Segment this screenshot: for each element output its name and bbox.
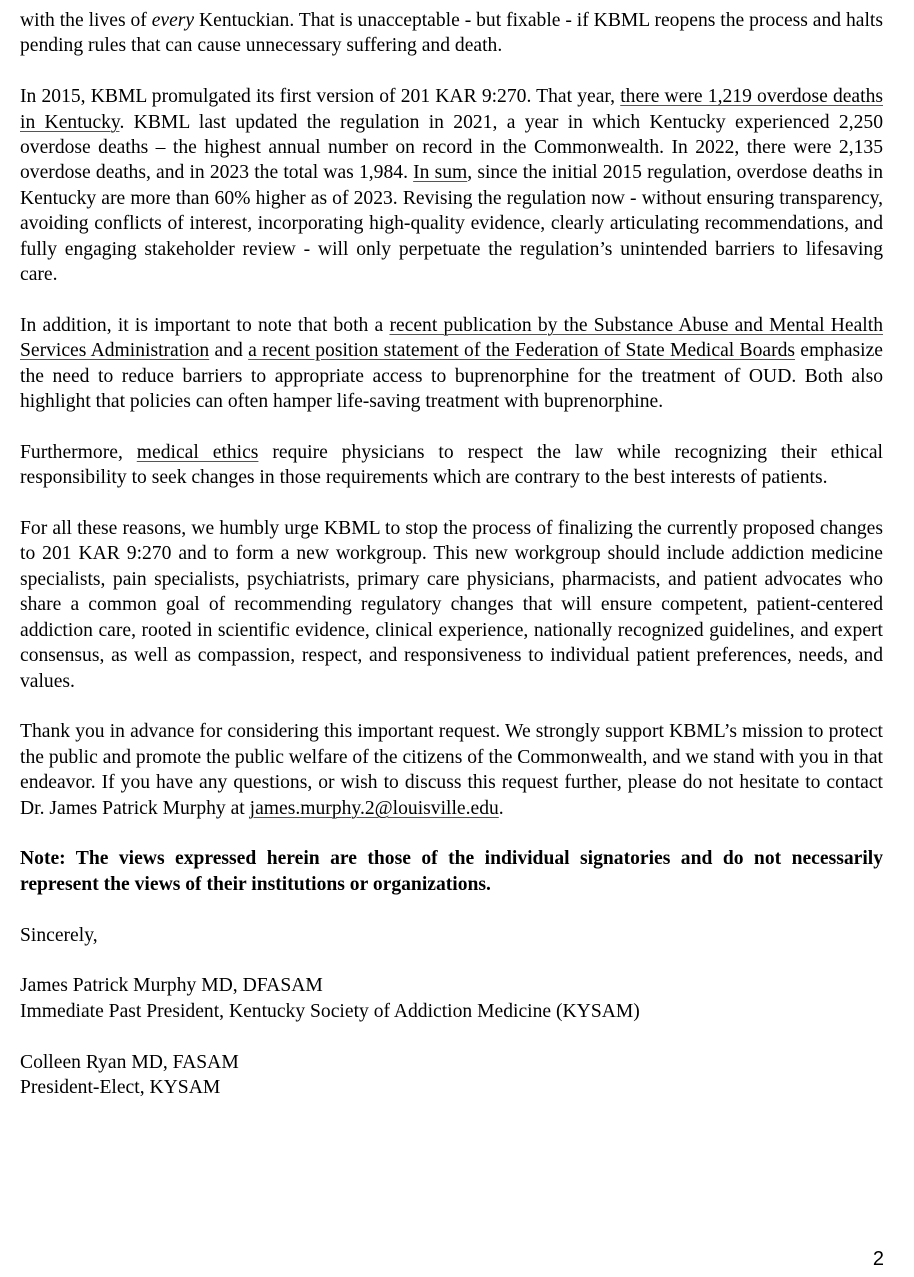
paragraph-text: .	[498, 797, 504, 819]
paragraph-text: , since the initial 2015 regulation, overdose deaths in Kentucky are more than 60% higher as of 2023. Revising the regulation now - without ensuring transparency, avoiding conflicts of interest, incorporating high-quality evidence, clearly articulating recommendations, and fully engaging stakeholder review - will only perpetuate the regulation’s unintended barriers to lifesaving care.	[20, 162, 883, 286]
paragraph-text: For all these reasons, we humbly urge KBML to stop the process of finalizing the currently proposed changes to 201 KAR 9:270 and to form a new workgroup. This new workgroup should include addiction medicine specialists, pain specialists, psychiatrists, primary care physicians, pharmacists, and patient advocates who share a common goal of recommending regulatory changes that will ensure competent, patient-centered addiction care, rooted in scientific evidence, clinical experience, nationally recognized guidelines, and expert consensus, as well as compassion, respect, and responsiveness to individual patient preferences, needs, and values.	[20, 518, 883, 692]
paragraph-text: In addition, it is important to note that both a	[20, 314, 390, 336]
paragraph-text: In 2015, KBML promulgated its first version of 201 KAR 9:270. That year,	[20, 86, 621, 108]
paragraph-text: Kentuckian. That is unacceptable - but fixable - if KBML reopens the process and halts pending rules that can cause unnecessary suffering and death.	[20, 10, 883, 57]
paragraph-overdose-history	[20, 84, 883, 287]
paragraph-consequences	[20, 8, 883, 59]
link-fsmb-position-statement[interactable]: a recent position statement of the Federation of State Medical Boards	[248, 340, 796, 362]
paragraph-medical-ethics	[20, 440, 883, 491]
paragraph-text: Thank you in advance for considering this important request. We strongly support KBML’s mission to protect the public and promote the public welfare of the citizens of the Commonwealth, and we stand with you in that endeavor. If you have any questions, or wish to discuss this request further, please do not hesitate to contact Dr. James Patrick Murphy at	[20, 721, 883, 819]
letter-page	[20, 8, 883, 1126]
paragraph-samhsa-fsmb	[20, 313, 883, 415]
disclaimer-note	[20, 846, 883, 897]
signatory-title: President-Elect, KYSAM	[20, 1076, 221, 1098]
signatory-1	[20, 973, 883, 1024]
paragraph-text: with the lives of	[20, 10, 152, 31]
paragraph-text: and	[209, 340, 249, 362]
paragraph-text: emphasize the need to reduce barriers to appropriate access to buprenorphine for the treatment of OUD. Both also highlight that policies can often hamper life-saving treatment with buprenorphine.	[20, 340, 883, 413]
paragraph-text: require physicians to respect the law while recognizing their ethical responsibility to seek changes in those requirements which are contrary to the best interests of patients.	[20, 441, 883, 489]
link-samhsa-publication[interactable]: recent publication by the Substance Abuse and Mental Health Services Administration	[20, 314, 883, 362]
link-in-sum[interactable]: In sum	[413, 162, 468, 184]
signatory-2	[20, 1050, 883, 1101]
page-number: 2	[872, 1248, 884, 1270]
signatory-name: James Patrick Murphy MD, DFASAM	[20, 975, 323, 997]
signatory-name: Colleen Ryan MD, FASAM	[20, 1051, 239, 1073]
emphasis-every: every	[151, 10, 195, 31]
closing-text: Sincerely,	[20, 924, 98, 946]
link-medical-ethics[interactable]: medical ethics	[136, 441, 259, 463]
link-overdose-deaths-2015[interactable]: there were 1,219 overdose deaths in Kentucky	[20, 86, 883, 133]
disclaimer-text: Note: The views expressed herein are those of the individual signatories and do not necessarily represent the views of their institutions or organizations.	[20, 848, 883, 895]
email-link[interactable]: james.murphy.2@louisville.edu	[249, 797, 499, 819]
paragraph-text: . KBML last updated the regulation in 2021, a year in which Kentucky experienced 2,250 overdose deaths – the highest annual number on record in the Commonwealth. In 2022, there were 2,135 overdose deaths, and in 2023 the total was 1,984.	[20, 111, 884, 184]
closing	[20, 923, 883, 948]
signatory-title: Immediate Past President, Kentucky Society of Addiction Medicine (KYSAM)	[20, 1000, 640, 1022]
paragraph-thank-you	[20, 719, 883, 821]
paragraph-request-workgroup	[20, 516, 883, 694]
paragraph-text: Furthermore,	[20, 441, 137, 463]
